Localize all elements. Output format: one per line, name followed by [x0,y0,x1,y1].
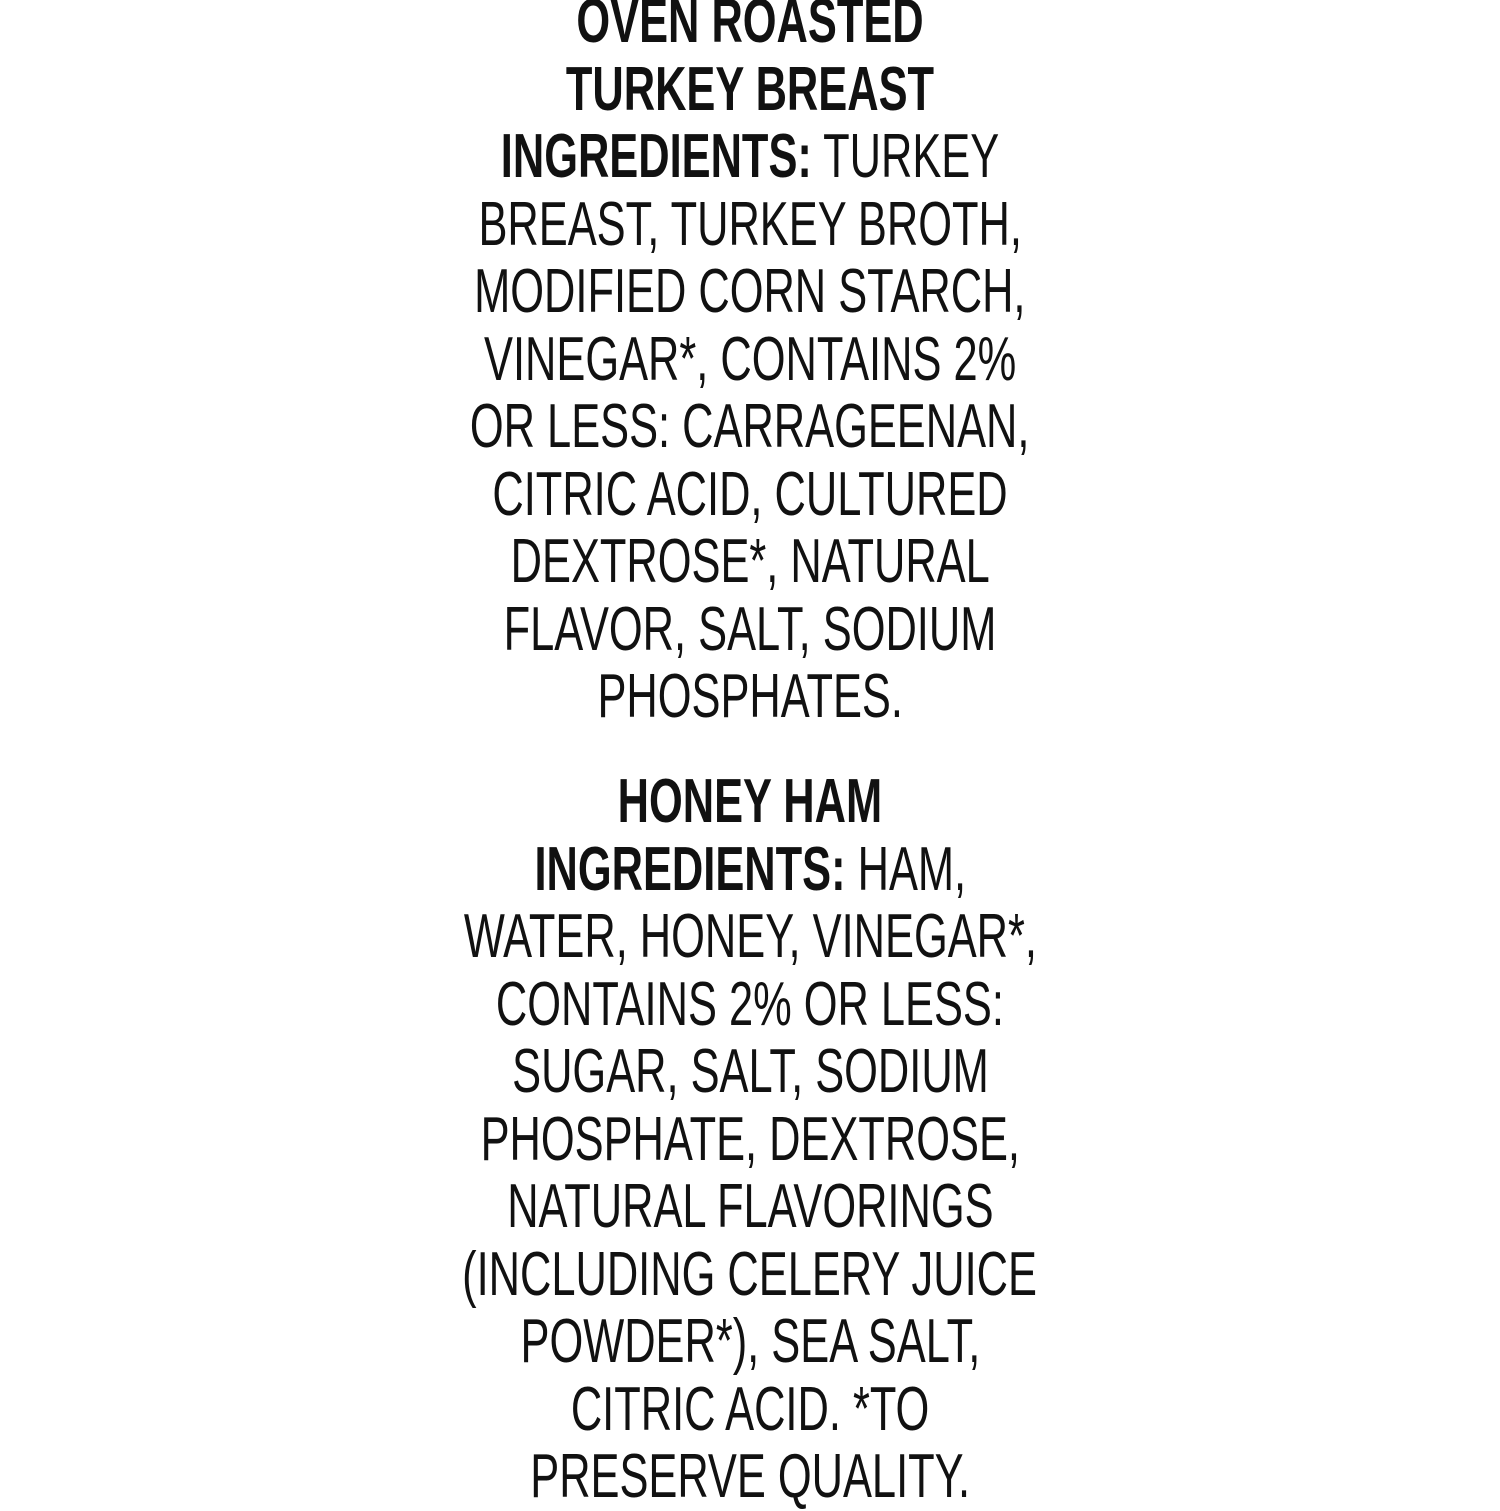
turkey-ingredient-line: BREAST, TURKEY BROTH, [478,189,1022,259]
ham-ingredient-line: (INCLUDING CELERY JUICE [462,1239,1038,1309]
turkey-ingredient-line: MODIFIED CORN STARCH, [474,257,1026,326]
turkey-ingredients-line: INGREDIENTS: TURKEY [500,122,1000,191]
turkey-ingredient-line: DEXTROSE*, NATURAL [510,527,990,596]
ham-section [0,768,1500,1511]
turkey-section [0,0,1500,731]
ham-ingredient-line: CITRIC ACID. *TO [570,1374,930,1444]
turkey-ingredient-line: VINEGAR*, CONTAINS 2% [483,324,1017,394]
ingredients-label-heading: INGREDIENTS: [534,834,846,904]
ingredients-label-heading: INGREDIENTS: [500,122,812,191]
turkey-ingredient-line: CITRIC ACID, CULTURED [492,459,1008,529]
ham-ingredient-line: WATER, HONEY, VINEGAR*, [463,902,1037,971]
section-spacer [0,731,1500,769]
ham-ingredient-line: SUGAR, SALT, SODIUM [511,1037,989,1106]
ham-ingredient-line: CONTAINS 2% OR LESS: [495,969,1005,1039]
turkey-ingredient-line: FLAVOR, SALT, SODIUM [503,594,997,664]
ham-ingredients-line: INGREDIENTS: HAM, [534,834,966,904]
ham-title-line: HONEY HAM [617,767,883,836]
turkey-title-line-1: OVEN ROASTED [576,0,924,56]
turkey-ingredient-line: OR LESS: CARRAGEENAN, [470,392,1030,461]
ham-ingredient-line: POWDER*), SEA SALT, [520,1307,980,1376]
ham-ingredient-line: PRESERVE QUALITY. [530,1442,970,1511]
ham-ingredient-line: PHOSPHATE, DEXTROSE, [480,1104,1020,1174]
ham-ingredient-line: NATURAL FLAVORINGS [506,1172,994,1241]
turkey-ingredient-line: PHOSPHATES. [597,662,903,731]
turkey-title-line-2: TURKEY BREAST [565,54,935,124]
